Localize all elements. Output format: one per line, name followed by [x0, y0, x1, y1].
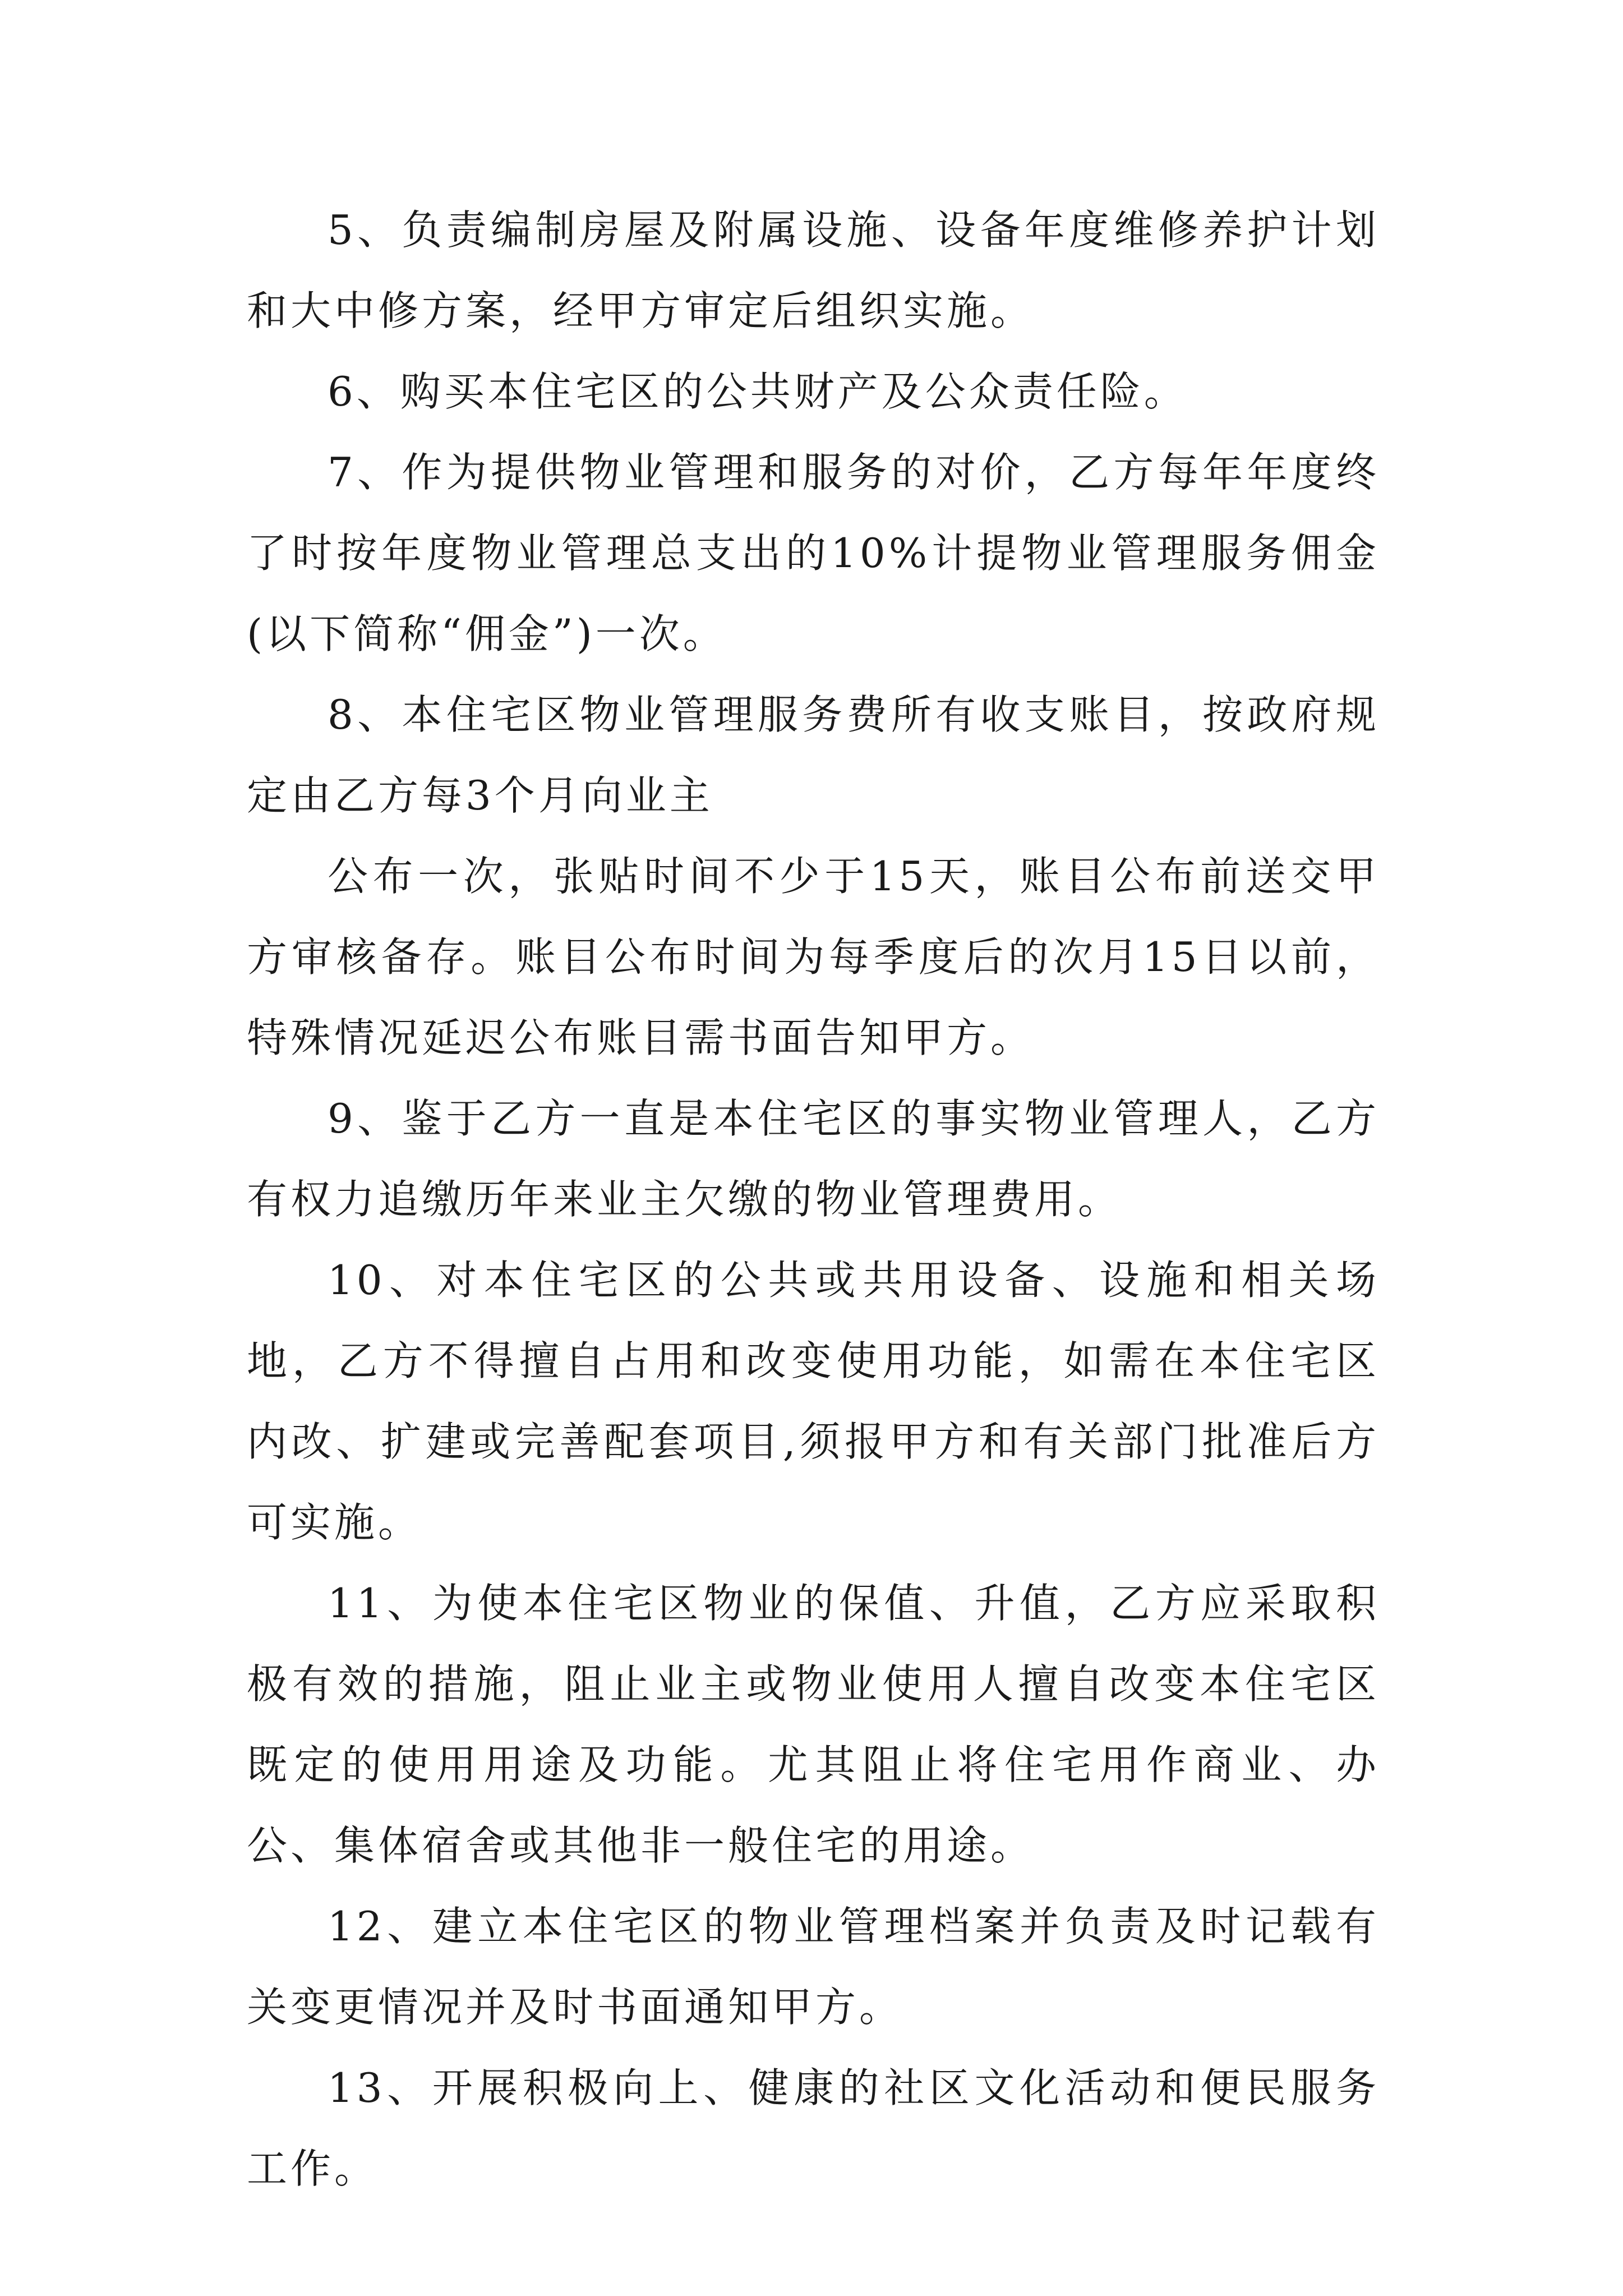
paragraph-item-11: 11、为使本住宅区物业的保值、升值，乙方应采取积极有效的措施，阻止业主或物业使用人擅自改变本住宅区既定的使用用途及功能。尤其阻止将住宅用作商业、办公、集体宿舍或其他非一般住宅的用途。: [247, 1580, 1380, 1869]
paragraph-item-12: 12、建立本住宅区的物业管理档案并负责及时记载有关变更情况并及时书面通知甲方。: [247, 1903, 1380, 2031]
paragraph-item-13: 13、开展积极向上、健康的社区文化活动和便民服务工作。: [247, 2064, 1380, 2192]
document-body: [247, 190, 1380, 2209]
paragraph-item-8-continued: 公布一次，张贴时间不少于15天，账目公布前送交甲方审核备存。账目公布时间为每季度后的次月15日以前，特殊情况延迟公布账目需书面告知甲方。: [247, 853, 1380, 1061]
paragraph-item-9: 9、鉴于乙方一直是本住宅区的事实物业管理人，乙方有权力追缴历年来业主欠缴的物业管理费用。: [247, 1095, 1380, 1223]
paragraph-item-6: 6、购买本住宅区的公共财产及公众责任险。: [328, 368, 1188, 415]
paragraph-item-5: 5、负责编制房屋及附属设施、设备年度维修养护计划和大中修方案，经甲方审定后组织实施。: [247, 206, 1380, 334]
paragraph-item-7: 7、作为提供物业管理和服务的对价，乙方每年年度终了时按年度物业管理总支出的10%计提物业管理服务佣金(以下简称“佣金”)一次。: [247, 449, 1380, 657]
paragraph-item-10: 10、对本住宅区的公共或共用设备、设施和相关场地，乙方不得擅自占用和改变使用功能，如需在本住宅区内改、扩建或完善配套项目,须报甲方和有关部门批准后方可实施。: [247, 1257, 1380, 1546]
paragraph-item-8: 8、本住宅区物业管理服务费所有收支账目，按政府规定由乙方每3个月向业主: [247, 691, 1380, 819]
